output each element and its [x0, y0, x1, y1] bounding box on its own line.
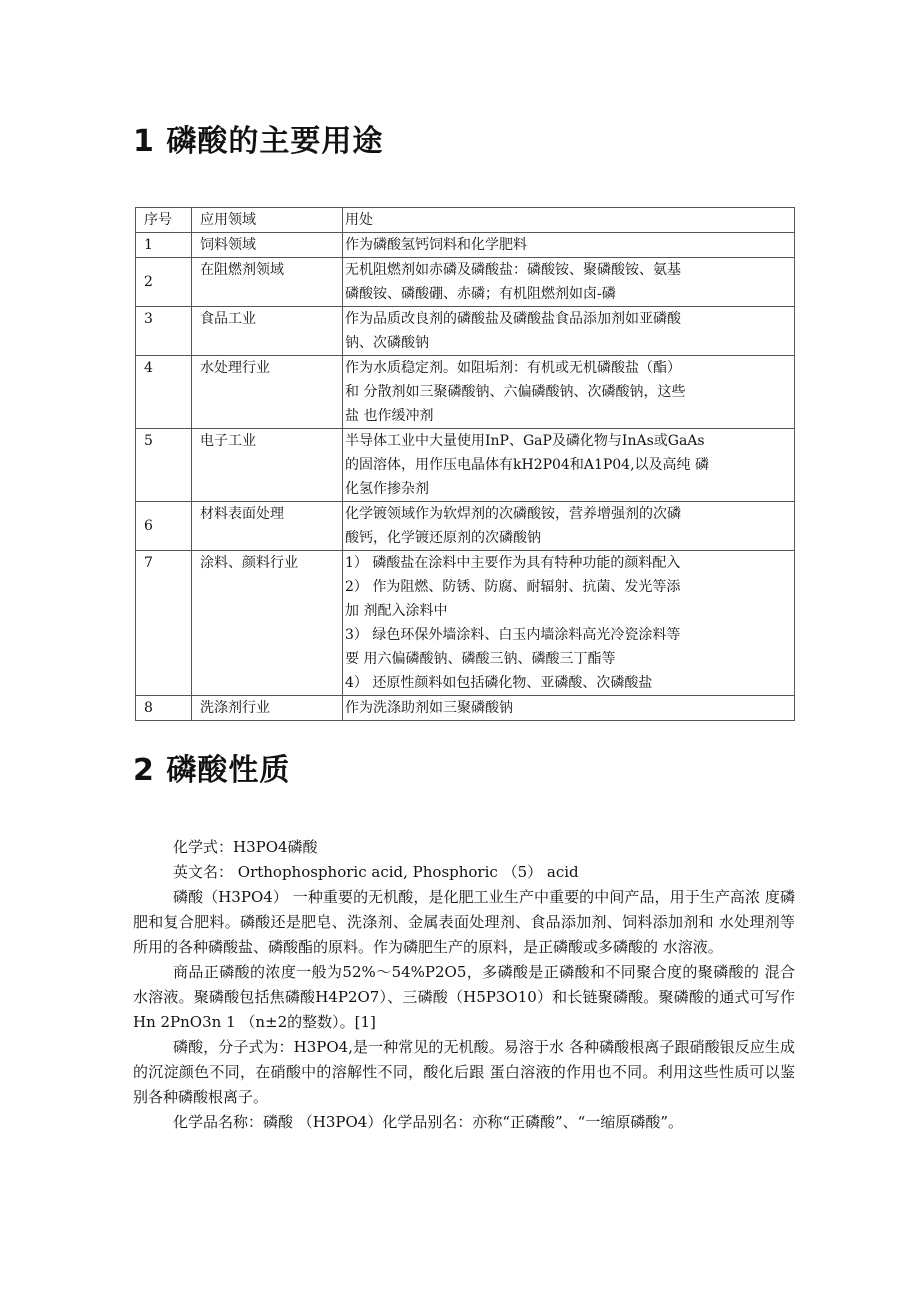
use-line: 加 剂配入涂料中 [345, 603, 448, 619]
use-line: 要 用六偏磷酸钠、磷酸三钠、磷酸三丁酯等 [345, 651, 616, 667]
table-header-row [136, 208, 795, 233]
paragraph: 商品正磷酸的浓度一般为52%～54%P2O5，多磷酸是正磷酸和不同聚合度的聚磷酸的 混合水溶液。聚磷酸包括焦磷酸H4P2O7）、三磷酸（H5P3O10）和长链聚磷酸。聚磷酸的通式可写作Hn 2PnO3n 1 （n±2的整数）。[1] [133, 963, 795, 1031]
use-line: 化学镀领域作为软焊剂的次磷酸铵，营养增强剂的次磷 [345, 506, 681, 522]
use-line: 钠、次磷酸钠 [345, 335, 429, 351]
section-1-title: 1 磷酸的主要用途 [133, 124, 384, 159]
paragraph: 磷酸（H3PO4） 一种重要的无机酸，是化肥工业生产中重要的中间产品，用于生产高浓 度磷肥和复合肥料。磷酸还是肥皂、洗涤剂、金属表面处理剂、食品添加剂、饲料添加剂和 水处理剂等所用的各种磷酸盐、磷酸酯的原料。作为磷肥生产的原料，是正磷酸或多磷酸的 水溶液。 [133, 888, 795, 956]
use-line: 1） 磷酸盐在涂料中主要作为具有特种功能的颜料配入 [345, 555, 681, 571]
section-2-title: 2 磷酸性质 [133, 753, 291, 788]
use-line: 酸钙，化学镀还原剂的次磷酸钠 [345, 530, 541, 546]
use-line: 4） 还原性颜料如包括磷化物、亚磷酸、次磷酸盐 [345, 675, 653, 691]
row-use [343, 258, 795, 307]
paragraph: 英文名： Orthophosphoric acid, Phosphoric （5） acid [173, 863, 579, 881]
table-row [136, 258, 795, 307]
header-use: 用处 [343, 208, 795, 233]
use-line: 作为品质改良剂的磷酸盐及磷酸盐食品添加剂如亚磷酸 [345, 311, 681, 327]
row-use [343, 551, 795, 696]
use-line: 磷酸铵、磷酸硼、赤磷；有机阻燃剂如卤-磷 [345, 286, 616, 302]
table-row [136, 356, 795, 429]
row-number: 3 [136, 307, 192, 356]
row-field: 在阻燃剂领域 [192, 258, 343, 307]
row-use [343, 502, 795, 551]
row-field: 材料表面处理 [192, 502, 343, 551]
row-number: 6 [136, 502, 192, 551]
paragraph: 化学品名称：磷酸 （H3PO4）化学品别名：亦称“正磷酸”、“一缩原磷酸”。 [173, 1113, 684, 1131]
table-row [136, 429, 795, 502]
use-line: 3） 绿色环保外墙涂料、白玉内墙涂料高光冷瓷涂料等 [345, 627, 681, 643]
use-line: 半导体工业中大量使用InP、GaP及磷化物与InAs或GaAs [345, 433, 705, 449]
row-field: 洗涤剂行业 [192, 696, 343, 721]
table-row [136, 696, 795, 721]
uses-table [135, 207, 795, 721]
row-field: 涂料、颜料行业 [192, 551, 343, 696]
row-use [343, 356, 795, 429]
use-line: 无机阻燃剂如赤磷及磷酸盐：磷酸铵、聚磷酸铵、氨基 [345, 262, 681, 278]
row-number: 4 [136, 356, 192, 429]
use-line: 的固溶体，用作压电晶体有kH2P04和A1P04,以及高纯 磷 [345, 457, 709, 473]
header-no: 序号 [136, 208, 192, 233]
row-number: 1 [136, 233, 192, 258]
row-use [343, 307, 795, 356]
paragraph: 化学式：H3PO4磷酸 [173, 838, 318, 856]
row-number: 5 [136, 429, 192, 502]
header-field: 应用领域 [192, 208, 343, 233]
use-line: 作为水质稳定剂。如阻垢剂：有机或无机磷酸盐（酯） [345, 360, 681, 376]
use-line: 和 分散剂如三聚磷酸钠、六偏磷酸钠、次磷酸钠，这些 [345, 384, 686, 400]
row-field: 食品工业 [192, 307, 343, 356]
table-row [136, 307, 795, 356]
table-row [136, 502, 795, 551]
row-use [343, 233, 795, 258]
use-line: 化氢作掺杂剂 [345, 481, 429, 497]
row-field: 水处理行业 [192, 356, 343, 429]
paragraph: 磷酸，分子式为：H3PO4,是一种常见的无机酸。易溶于水 各种磷酸根离子跟硝酸银反应生成的沉淀颜色不同，在硝酸中的溶解性不同，酸化后跟 蛋白溶液的作用也不同。利用这些性质可以鉴别各种磷酸根离子。 [133, 1038, 795, 1106]
row-use [343, 429, 795, 502]
table-row [136, 551, 795, 696]
row-use [343, 696, 795, 721]
use-line: 盐 也作缓冲剂 [345, 408, 434, 424]
use-line: 2） 作为阻燃、防锈、防腐、耐辐射、抗菌、发光等添 [345, 579, 681, 595]
properties-body [133, 835, 795, 1135]
row-number: 8 [136, 696, 192, 721]
use-line: 作为磷酸氢钙饲料和化学肥料 [345, 237, 527, 253]
row-number: 7 [136, 551, 192, 696]
use-line: 作为洗涤助剂如三聚磷酸钠 [345, 700, 513, 716]
row-field: 饲料领域 [192, 233, 343, 258]
row-number: 2 [136, 258, 192, 307]
table-row [136, 233, 795, 258]
row-field: 电子工业 [192, 429, 343, 502]
